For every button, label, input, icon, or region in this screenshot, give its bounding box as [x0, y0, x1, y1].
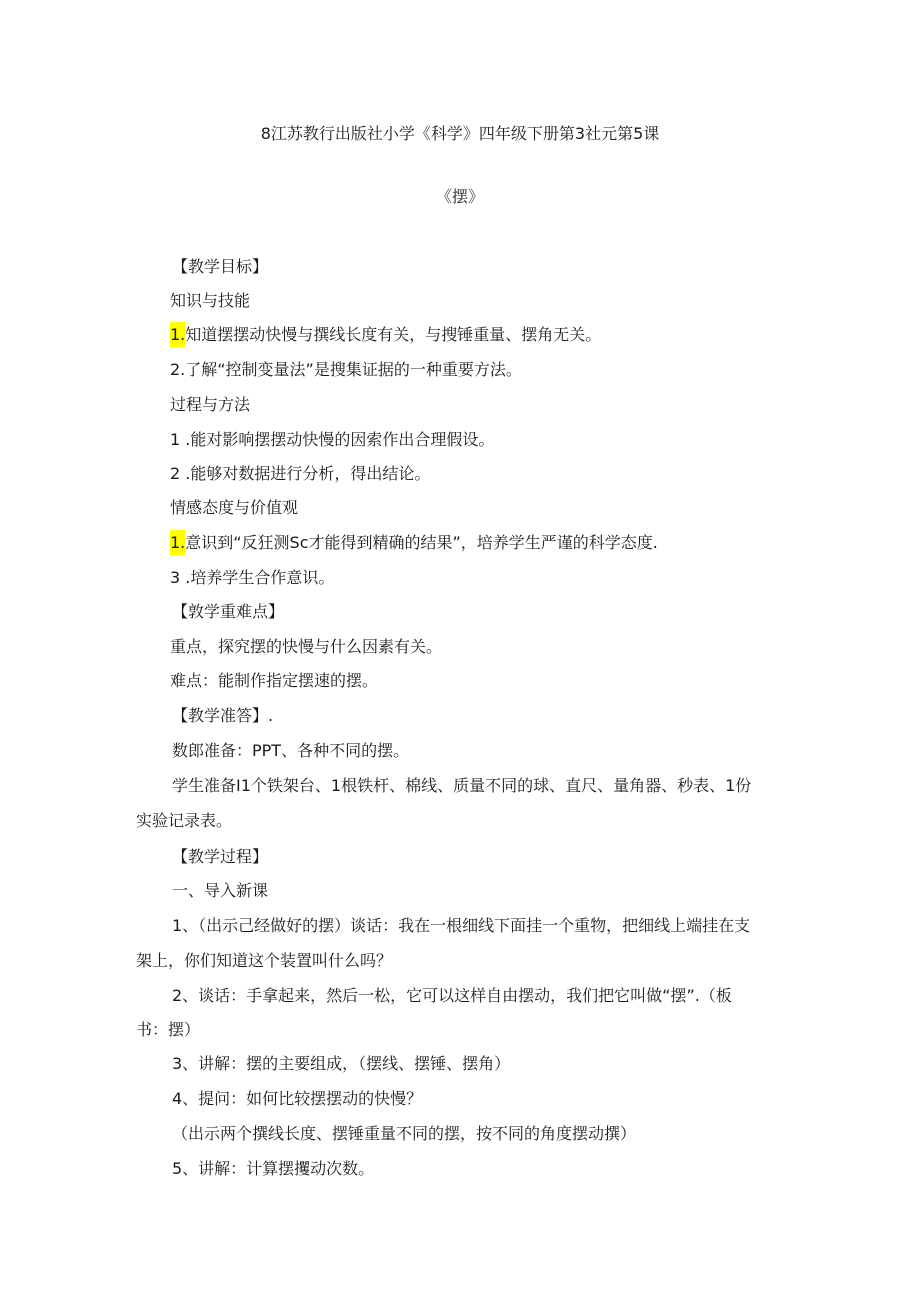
step-4: 4、提问：如何比较摆摆动的快慢？	[172, 1089, 423, 1108]
step-1-line-2: 架上，你们知道这个装置叫什么吗？	[136, 951, 393, 970]
section-intro: 一、导入新课	[172, 881, 269, 900]
teaching-process-heading: 【教学过程】	[172, 847, 269, 866]
attitude-heading: 情感态度与价值观	[170, 498, 299, 517]
key-point-difficulty: 难点：能制作指定摆速的摆。	[170, 671, 379, 690]
knowledge-item-1	[170, 325, 601, 345]
step-4-note: （出示两个撰线长度、摆锤重量不同的摆，按不同的角度摆动撰）	[172, 1124, 637, 1143]
lesson-title: 《摆》	[435, 187, 484, 206]
knowledge-item-1-text: 知道摆摆动快慢与撰线长度有关，与搜锤重量、摆角无关。	[185, 325, 602, 344]
attitude-item-1	[170, 533, 658, 553]
student-preparation-line-2: 实验记录表。	[136, 811, 233, 830]
preparation-heading: 【教学准答】.	[172, 706, 274, 725]
step-1-line-1: 1、（出示己经做好的摆）谈话：我在一根细线下面挂一个重物，把细线上端挂在支	[172, 916, 751, 935]
objectives-heading: 【教学目标】	[172, 257, 269, 276]
key-point-focus: 重点，探究摆的快慢与什么因素有关。	[170, 637, 443, 656]
highlight-number: 1.	[170, 322, 185, 347]
process-method-item-1: 1 .能对影响摆摆动快慢的因索作出合理假设。	[170, 430, 495, 449]
step-2-line-1: 2、谈话：手拿起来，然后一松，它可以这样自由摆动，我们把它叫做“摆”.（板	[172, 986, 732, 1005]
process-method-item-2: 2 .能够对数据进行分析，得出结论。	[170, 464, 431, 483]
knowledge-heading: 知识与技能	[170, 291, 251, 310]
highlight-number: 1.	[170, 530, 185, 555]
page-title: 8江苏教行出版社小学《科学》四年级下册第3社元第5课	[260, 124, 660, 143]
attitude-item-2: 3 .培养学生合作意识。	[170, 568, 335, 587]
process-method-heading: 过程与方法	[170, 395, 251, 414]
attitude-item-1-text: 意识到“反狂测Sc才能得到精确的结果”，培养学生严谨的科学态度.	[185, 533, 658, 552]
step-5: 5、讲解：计算摆攫动次数。	[172, 1159, 375, 1178]
step-3: 3、讲解：摆的主要组成，（摆线、摆锤、摆角）	[172, 1054, 511, 1073]
student-preparation-line-1: 学生准备I1个铁架台、1根铁杆、棉线、质量不同的球、直尺、量角器、秒表、1份	[172, 776, 752, 795]
step-2-line-2: 书：摆）	[136, 1020, 201, 1039]
teacher-preparation: 数郎准备：PPT、各种不同的摆。	[172, 741, 410, 760]
knowledge-item-2: 2.了解“控制变量法”是搜集证据的一种重要方法。	[170, 360, 522, 379]
key-points-heading: 【敦学重难点】	[172, 602, 285, 621]
